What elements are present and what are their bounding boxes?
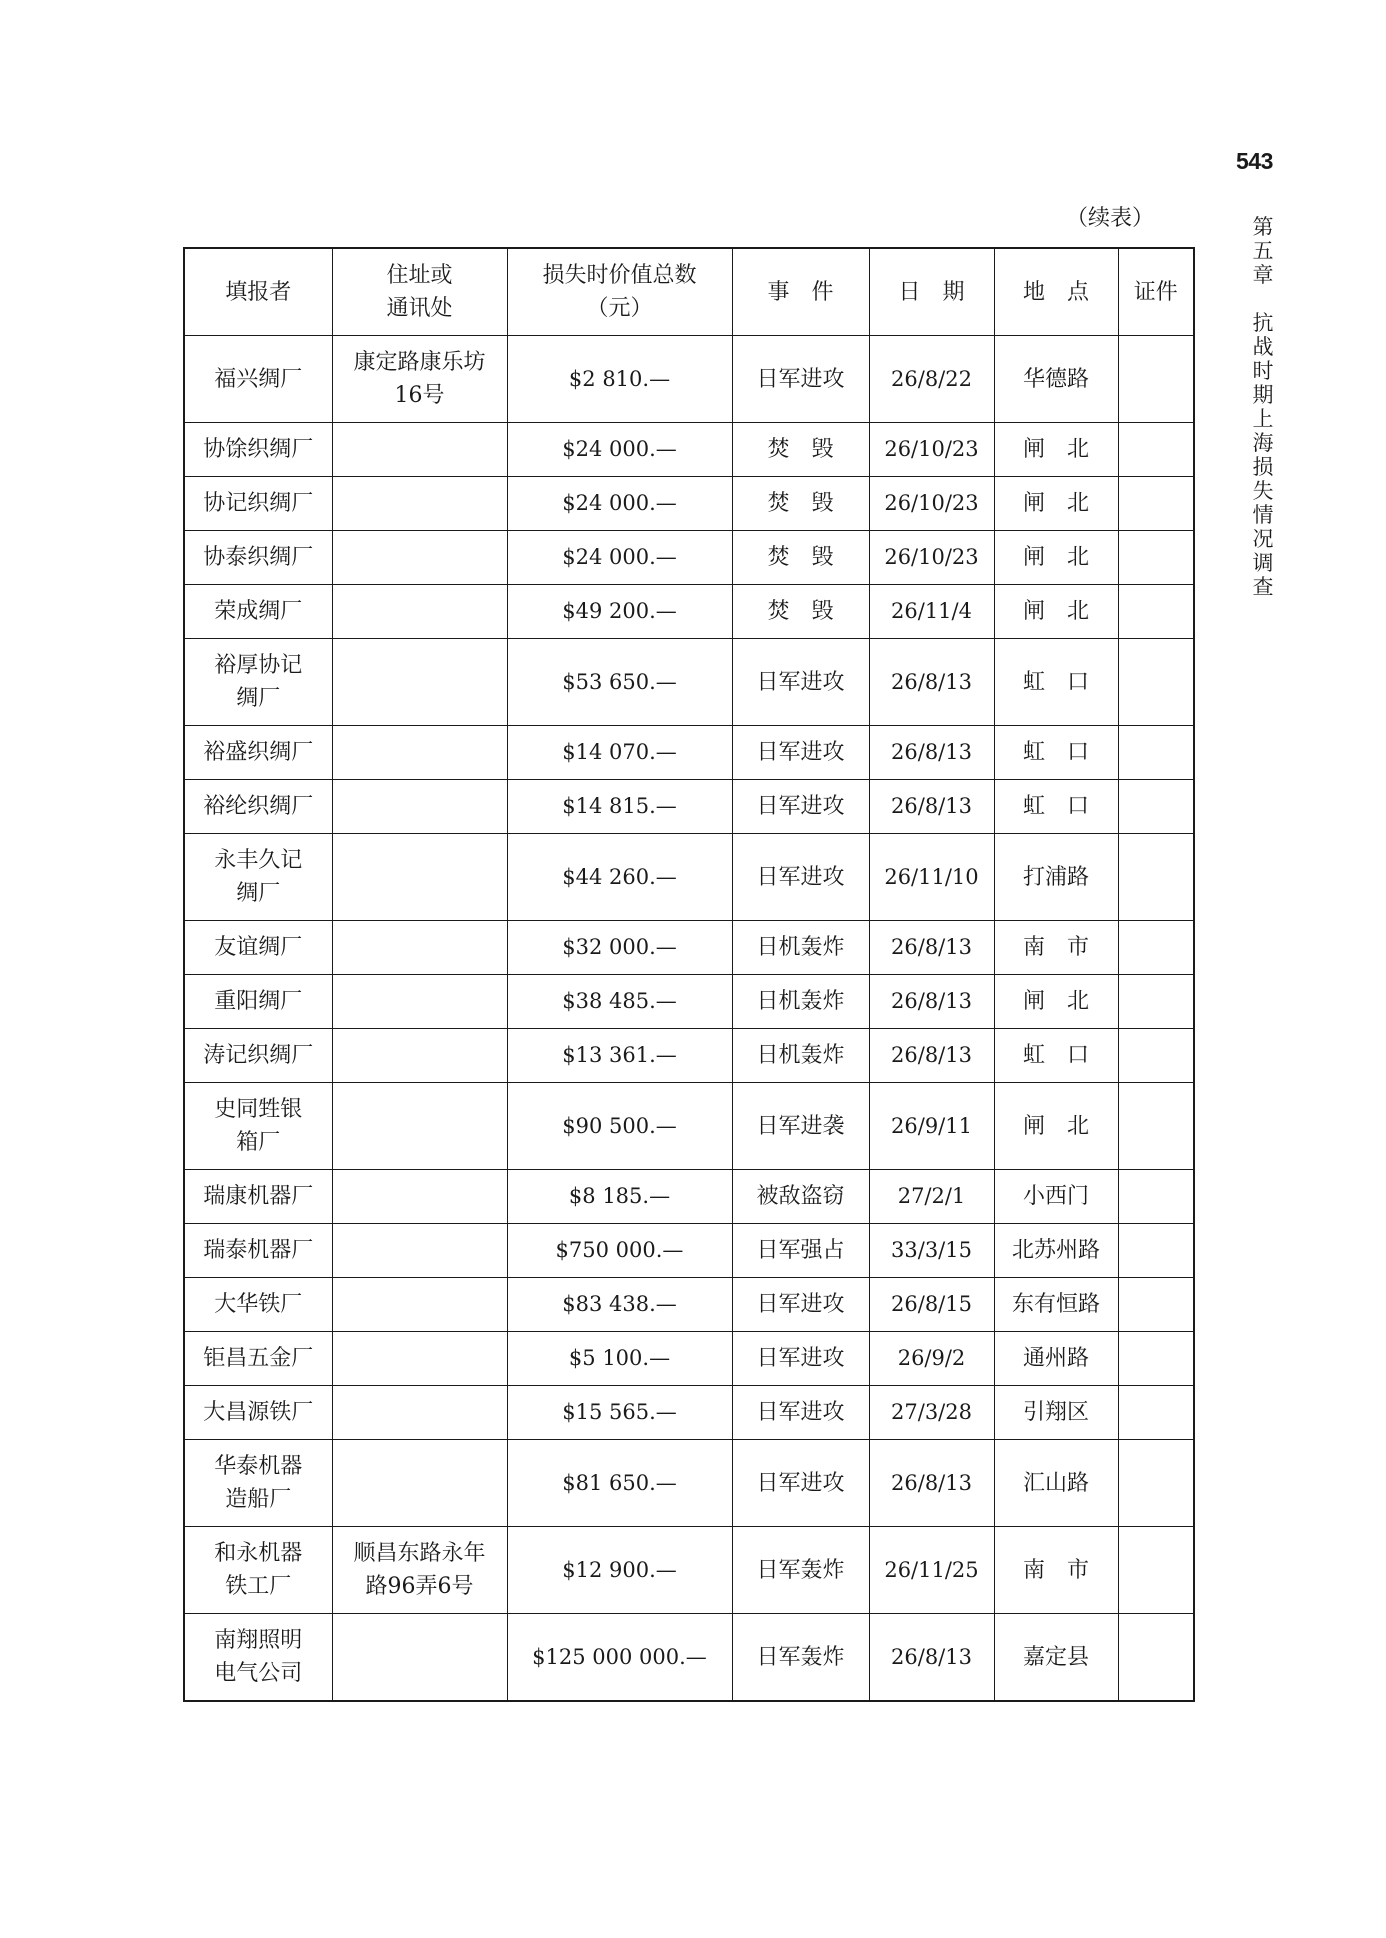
cell-event: 日军进攻 [732, 1386, 869, 1440]
cell-amount: $12 900.— [507, 1527, 732, 1614]
cell-date: 26/8/13 [869, 1029, 994, 1083]
cell-place: 闸 北 [994, 1083, 1118, 1170]
cell-reporter: 裕纶织绸厂 [184, 780, 332, 834]
cell-place: 引翔区 [994, 1386, 1118, 1440]
cell-certificate [1118, 477, 1194, 531]
cell-reporter: 钜昌五金厂 [184, 1332, 332, 1386]
cell-place: 闸 北 [994, 423, 1118, 477]
cell-address [332, 834, 507, 921]
page-number: 543 [1236, 148, 1273, 174]
header-loss-value: 损失时价值总数 （元） [507, 248, 732, 336]
cell-event: 日军进袭 [732, 1083, 869, 1170]
table-row [184, 975, 1194, 1029]
cell-date: 26/10/23 [869, 477, 994, 531]
side-title-char: 五 [1252, 239, 1274, 263]
cell-address [332, 1386, 507, 1440]
cell-place: 虹 口 [994, 780, 1118, 834]
side-title-char: 调 [1252, 551, 1274, 575]
cell-address [332, 1332, 507, 1386]
cell-event: 焚 毁 [732, 477, 869, 531]
cell-certificate [1118, 1614, 1194, 1702]
header-reporter: 填报者 [184, 248, 332, 336]
cell-address [332, 975, 507, 1029]
cell-reporter: 史同甡银 箱厂 [184, 1083, 332, 1170]
cell-amount: $83 438.— [507, 1278, 732, 1332]
cell-reporter: 瑞康机器厂 [184, 1170, 332, 1224]
cell-amount: $8 185.— [507, 1170, 732, 1224]
side-title-char: 第 [1252, 215, 1274, 239]
cell-certificate [1118, 1224, 1194, 1278]
cell-event: 焚 毁 [732, 585, 869, 639]
cell-amount: $49 200.— [507, 585, 732, 639]
table-row [184, 780, 1194, 834]
cell-place: 东有恒路 [994, 1278, 1118, 1332]
cell-place: 打浦路 [994, 834, 1118, 921]
cell-amount: $53 650.— [507, 639, 732, 726]
side-title-char [1248, 287, 1278, 311]
cell-event: 日军轰炸 [732, 1614, 869, 1702]
cell-reporter: 和永机器 铁工厂 [184, 1527, 332, 1614]
table-row [184, 1440, 1194, 1527]
cell-reporter: 重阳绸厂 [184, 975, 332, 1029]
cell-certificate [1118, 1386, 1194, 1440]
cell-reporter: 协馀织绸厂 [184, 423, 332, 477]
table-row [184, 1083, 1194, 1170]
cell-amount: $44 260.— [507, 834, 732, 921]
cell-address [332, 1440, 507, 1527]
cell-date: 26/8/13 [869, 780, 994, 834]
table-row [184, 1614, 1194, 1702]
cell-reporter: 大华铁厂 [184, 1278, 332, 1332]
cell-reporter: 友谊绸厂 [184, 921, 332, 975]
cell-date: 26/8/13 [869, 921, 994, 975]
cell-amount: $14 815.— [507, 780, 732, 834]
cell-reporter: 裕厚协记 绸厂 [184, 639, 332, 726]
cell-certificate [1118, 336, 1194, 423]
table-row [184, 336, 1194, 423]
cell-place: 闸 北 [994, 975, 1118, 1029]
cell-amount: $38 485.— [507, 975, 732, 1029]
cell-reporter: 福兴绸厂 [184, 336, 332, 423]
cell-certificate [1118, 1278, 1194, 1332]
cell-place: 虹 口 [994, 639, 1118, 726]
cell-place: 北苏州路 [994, 1224, 1118, 1278]
cell-place: 虹 口 [994, 726, 1118, 780]
cell-certificate [1118, 726, 1194, 780]
cell-place: 南 市 [994, 921, 1118, 975]
cell-amount: $15 565.— [507, 1386, 732, 1440]
table-header-row [184, 248, 1194, 336]
cell-event: 日军进攻 [732, 1332, 869, 1386]
cell-place: 闸 北 [994, 531, 1118, 585]
cell-place: 南 市 [994, 1527, 1118, 1614]
side-title-char: 抗 [1252, 311, 1274, 335]
cell-date: 26/8/15 [869, 1278, 994, 1332]
cell-place: 闸 北 [994, 477, 1118, 531]
cell-date: 26/9/2 [869, 1332, 994, 1386]
side-title-char: 期 [1252, 383, 1274, 407]
cell-reporter: 南翔照明 电气公司 [184, 1614, 332, 1702]
cell-event: 日军进攻 [732, 336, 869, 423]
cell-address [332, 531, 507, 585]
cell-reporter: 华泰机器 造船厂 [184, 1440, 332, 1527]
header-date: 日 期 [869, 248, 994, 336]
cell-address [332, 1083, 507, 1170]
cell-amount: $24 000.— [507, 531, 732, 585]
cell-event: 日机轰炸 [732, 975, 869, 1029]
cell-amount: $81 650.— [507, 1440, 732, 1527]
side-title-char: 损 [1252, 455, 1274, 479]
table-row [184, 531, 1194, 585]
side-title-char: 失 [1252, 479, 1274, 503]
cell-date: 26/8/13 [869, 639, 994, 726]
cell-event: 日机轰炸 [732, 1029, 869, 1083]
cell-certificate [1118, 1029, 1194, 1083]
chapter-side-title [1248, 215, 1278, 599]
cell-address [332, 1224, 507, 1278]
table-row [184, 1386, 1194, 1440]
cell-place: 华德路 [994, 336, 1118, 423]
cell-reporter: 永丰久记 绸厂 [184, 834, 332, 921]
cell-event: 日军轰炸 [732, 1527, 869, 1614]
cell-address [332, 477, 507, 531]
cell-place: 通州路 [994, 1332, 1118, 1386]
cell-date: 26/8/13 [869, 975, 994, 1029]
cell-address [332, 1614, 507, 1702]
cell-address [332, 423, 507, 477]
table-row [184, 585, 1194, 639]
cell-event: 日军进攻 [732, 780, 869, 834]
table-row [184, 477, 1194, 531]
cell-address [332, 1278, 507, 1332]
cell-place: 小西门 [994, 1170, 1118, 1224]
side-title-char: 海 [1252, 431, 1274, 455]
cell-reporter: 荣成绸厂 [184, 585, 332, 639]
cell-event: 日军进攻 [732, 1278, 869, 1332]
cell-certificate [1118, 1170, 1194, 1224]
cell-event: 日军进攻 [732, 1440, 869, 1527]
cell-amount: $750 000.— [507, 1224, 732, 1278]
cell-date: 27/2/1 [869, 1170, 994, 1224]
cell-address [332, 1029, 507, 1083]
cell-place: 闸 北 [994, 585, 1118, 639]
table-row [184, 1332, 1194, 1386]
continued-label: （续表） [1066, 206, 1155, 231]
side-title-char: 战 [1252, 335, 1274, 359]
cell-event: 日军进攻 [732, 639, 869, 726]
cell-address [332, 780, 507, 834]
cell-certificate [1118, 639, 1194, 726]
cell-address: 康定路康乐坊 16号 [332, 336, 507, 423]
cell-event: 日军进攻 [732, 834, 869, 921]
cell-date: 26/10/23 [869, 423, 994, 477]
cell-date: 26/9/11 [869, 1083, 994, 1170]
cell-address [332, 726, 507, 780]
cell-amount: $24 000.— [507, 423, 732, 477]
cell-amount: $32 000.— [507, 921, 732, 975]
table-row [184, 1170, 1194, 1224]
cell-certificate [1118, 531, 1194, 585]
table-row [184, 1278, 1194, 1332]
header-certificate: 证件 [1118, 248, 1194, 336]
cell-event: 被敌盗窃 [732, 1170, 869, 1224]
cell-amount: $2 810.— [507, 336, 732, 423]
cell-reporter: 协记织绸厂 [184, 477, 332, 531]
cell-date: 26/10/23 [869, 531, 994, 585]
cell-place: 汇山路 [994, 1440, 1118, 1527]
table-body [184, 336, 1194, 1702]
cell-amount: $125 000 000.— [507, 1614, 732, 1702]
cell-event: 日机轰炸 [732, 921, 869, 975]
table-row [184, 639, 1194, 726]
side-title-char: 时 [1252, 359, 1274, 383]
cell-place: 虹 口 [994, 1029, 1118, 1083]
table-row [184, 1224, 1194, 1278]
cell-certificate [1118, 1332, 1194, 1386]
cell-certificate [1118, 921, 1194, 975]
cell-address [332, 639, 507, 726]
cell-address [332, 585, 507, 639]
table-row [184, 423, 1194, 477]
loss-table [183, 247, 1195, 1702]
cell-certificate [1118, 1440, 1194, 1527]
cell-event: 日军强占 [732, 1224, 869, 1278]
cell-amount: $90 500.— [507, 1083, 732, 1170]
cell-date: 26/8/13 [869, 1614, 994, 1702]
cell-amount: $14 070.— [507, 726, 732, 780]
header-place: 地 点 [994, 248, 1118, 336]
cell-address: 顺昌东路永年 路96弄6号 [332, 1527, 507, 1614]
cell-date: 26/8/13 [869, 1440, 994, 1527]
cell-amount: $13 361.— [507, 1029, 732, 1083]
cell-address [332, 921, 507, 975]
header-event: 事 件 [732, 248, 869, 336]
table-row [184, 834, 1194, 921]
side-title-char: 情 [1252, 503, 1274, 527]
table-row [184, 1527, 1194, 1614]
cell-reporter: 协泰织绸厂 [184, 531, 332, 585]
side-title-char: 况 [1252, 527, 1274, 551]
cell-reporter: 大昌源铁厂 [184, 1386, 332, 1440]
table-row [184, 921, 1194, 975]
cell-event: 日军进攻 [732, 726, 869, 780]
cell-certificate [1118, 975, 1194, 1029]
cell-place: 嘉定县 [994, 1614, 1118, 1702]
cell-certificate [1118, 834, 1194, 921]
cell-date: 26/8/13 [869, 726, 994, 780]
cell-certificate [1118, 423, 1194, 477]
cell-date: 26/11/4 [869, 585, 994, 639]
cell-reporter: 瑞泰机器厂 [184, 1224, 332, 1278]
cell-certificate [1118, 1527, 1194, 1614]
table-row [184, 726, 1194, 780]
side-title-char: 上 [1252, 407, 1274, 431]
cell-certificate [1118, 780, 1194, 834]
cell-reporter: 涛记织绸厂 [184, 1029, 332, 1083]
side-title-char: 查 [1252, 575, 1274, 599]
cell-date: 27/3/28 [869, 1386, 994, 1440]
side-title-char: 章 [1252, 263, 1274, 287]
cell-event: 焚 毁 [732, 423, 869, 477]
cell-amount: $24 000.— [507, 477, 732, 531]
cell-date: 33/3/15 [869, 1224, 994, 1278]
cell-certificate [1118, 1083, 1194, 1170]
cell-certificate [1118, 585, 1194, 639]
cell-date: 26/8/22 [869, 336, 994, 423]
cell-date: 26/11/25 [869, 1527, 994, 1614]
cell-event: 焚 毁 [732, 531, 869, 585]
header-address: 住址或 通讯处 [332, 248, 507, 336]
cell-address [332, 1170, 507, 1224]
cell-reporter: 裕盛织绸厂 [184, 726, 332, 780]
table-row [184, 1029, 1194, 1083]
cell-date: 26/11/10 [869, 834, 994, 921]
cell-amount: $5 100.— [507, 1332, 732, 1386]
